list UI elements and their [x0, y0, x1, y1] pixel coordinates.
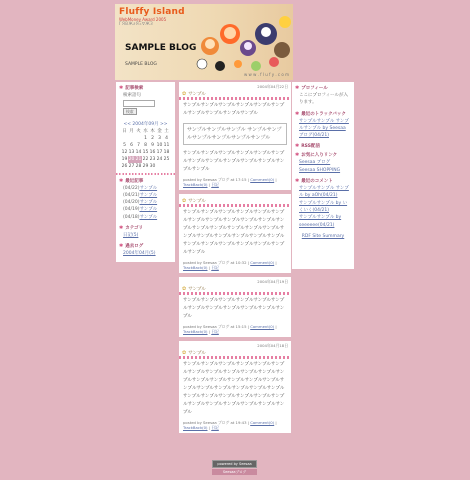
star-icon: ✱	[295, 110, 300, 117]
calendar-day[interactable]: 21	[135, 156, 142, 162]
calendar-day[interactable]: 12	[121, 149, 128, 155]
posted-by: posted by Seesaa ブログ at 15:15	[183, 324, 247, 329]
comment-link[interactable]: Comment(0)	[250, 420, 275, 425]
calendar	[121, 128, 170, 170]
profile-title: プロフィール	[301, 86, 328, 91]
favorite-link[interactable]: Seesaa SHOPPING	[299, 167, 341, 173]
calendar-day[interactable]: 10	[156, 142, 163, 148]
posted-by: posted by Seesaa ブログ at 10:32	[183, 260, 247, 265]
calendar-day[interactable]: 13	[128, 149, 135, 155]
star-icon: ✱	[295, 152, 300, 159]
calendar-nav[interactable]: << 2004年09月 >>	[123, 121, 168, 127]
post-body: サンプルサンプルサンプルサンプルサンプルサンプルサンプルサンプルサンプルサンプルサンプルサンプルサンプル	[183, 151, 285, 172]
star-icon: ✱	[295, 85, 300, 91]
recent-date: (04/22)	[123, 185, 140, 191]
blog-post	[179, 194, 291, 273]
calendar-day	[135, 135, 142, 142]
calendar-weekday: 木	[150, 129, 155, 135]
calendar-day[interactable]: 3	[158, 135, 161, 141]
search-input[interactable]	[123, 100, 155, 107]
star-icon: ✱	[295, 143, 300, 150]
category-section-title	[119, 225, 172, 231]
trackback-section-title	[295, 111, 351, 117]
header-url: w w w . f l u f y . c o m	[244, 72, 289, 77]
flower-icon: ✿	[182, 286, 187, 292]
category-link[interactable]: 日記	[211, 182, 219, 187]
calendar-day	[121, 135, 128, 142]
seesaa-link[interactable]: Seesaaブログ	[212, 469, 257, 475]
flower-icon: ✿	[182, 91, 187, 97]
category-link[interactable]: 日記(5)	[123, 233, 139, 239]
post-body: サンプルサンプルサンプルサンプルサンプルサンプルサンプルサンプルサンプルサンプルサンプルサンプル	[183, 298, 285, 319]
archive-list	[123, 250, 172, 257]
search-section	[123, 92, 172, 117]
post-date: 2004年04月18日	[257, 343, 288, 348]
calendar-day[interactable]: 2	[151, 135, 154, 141]
left-sidebar	[116, 82, 175, 262]
recent-section-title	[119, 178, 172, 184]
post-title-row	[179, 285, 291, 292]
calendar-weekday: 金	[157, 129, 162, 135]
logo-text: Fluffy Island	[119, 7, 185, 17]
post-footer: posted by Seesaa ブログ at 15:15 | Comment(0) | TrackBack(0) | 日記	[183, 324, 277, 334]
flower-icon: ✿	[182, 350, 187, 356]
archive-title: 過去ログ	[125, 244, 144, 250]
calendar-day[interactable]: 20	[128, 156, 135, 162]
trackback-link[interactable]: TrackBack(0)	[183, 425, 208, 430]
comment-link[interactable]: Comment(0)	[250, 177, 275, 182]
calendar-day[interactable]: 19	[121, 156, 128, 162]
comment-link[interactable]: Comment(0)	[250, 324, 275, 329]
list-item	[123, 214, 172, 221]
star-icon: ✱	[119, 225, 124, 232]
post-body: サンプルサンプルサンプルサンプルサンプルサンプルサンプルサンプルサンプルサンプル	[183, 103, 285, 116]
calendar-weekday: 日	[122, 129, 127, 135]
recent-link[interactable]: サンプル	[139, 214, 158, 220]
post-footer: posted by Seesaa ブログ at 10:32 | Comment(0) | TrackBack(0) | 日記	[183, 260, 277, 270]
calendar-day[interactable]: 14	[135, 149, 142, 155]
trackback-link[interactable]: TrackBack(0)	[183, 329, 208, 334]
blog-post	[179, 82, 291, 190]
calendar-day[interactable]: 11	[163, 142, 170, 148]
category-list	[123, 232, 172, 239]
posted-by: posted by Seesaa ブログ at 17:15	[183, 177, 247, 182]
calendar-day[interactable]: 18	[163, 149, 170, 155]
calendar-day[interactable]: 9	[151, 142, 154, 148]
star-icon: ✱	[119, 85, 124, 91]
search-title: 記事検索	[125, 86, 144, 91]
star-icon: ✱	[119, 243, 124, 250]
list-item	[123, 199, 172, 206]
list-item	[123, 185, 172, 192]
recent-date: (04/20)	[123, 200, 140, 206]
blog-header	[115, 4, 293, 80]
rss-link[interactable]: RDF Site Summary	[301, 233, 345, 239]
post-quote: サンプルサンプルサンプル サンプルサンプルサンプルサンプルサンプルサンプル	[183, 123, 287, 145]
rss-title: RSS配信	[301, 144, 320, 150]
category-link[interactable]: 日記	[211, 329, 219, 334]
calendar-day[interactable]: 27	[128, 163, 135, 169]
recent-link[interactable]: サンプル	[139, 192, 158, 198]
calendar-day[interactable]: 16	[149, 149, 156, 155]
blog-post	[179, 341, 291, 433]
post-title-row	[179, 349, 291, 356]
favorite-title: お気に入りリンク	[301, 153, 338, 159]
calendar-day	[156, 163, 163, 170]
archive-link[interactable]: 2004年04月(5)	[123, 251, 156, 257]
search-section-title	[119, 85, 172, 91]
recent-date: (04/21)	[123, 192, 140, 198]
blog-subtitle: SAMPLE BLOG	[125, 62, 157, 67]
post-title-row	[179, 194, 291, 204]
calendar-day	[163, 163, 170, 170]
star-icon: ✱	[119, 177, 124, 184]
calendar-day[interactable]: 22	[142, 156, 149, 162]
archive-section-title	[119, 243, 172, 249]
calendar-day[interactable]: 25	[163, 156, 170, 162]
comments-title: 最近のコメント	[301, 179, 333, 185]
comment-item[interactable]: サンプルサンプル by seeeeee(04/21)	[299, 215, 342, 228]
recent-list	[123, 185, 172, 221]
recent-link[interactable]: サンプル	[139, 185, 158, 191]
trackback-link[interactable]: TrackBack(0)	[183, 265, 208, 270]
calendar-weekday: 土	[164, 129, 169, 135]
trackback-list	[299, 118, 351, 140]
calendar-day[interactable]: 30	[149, 163, 156, 169]
calendar-day[interactable]: 6	[130, 142, 133, 148]
award-line: WebMoney Award 2005	[119, 17, 167, 22]
header-illustration	[190, 4, 293, 80]
comment-item[interactable]: サンプルサンプル by いくいく(04/21)	[299, 200, 348, 213]
posted-by: posted by Seesaa ブログ at 19:43	[183, 420, 247, 425]
divider	[116, 173, 175, 175]
recent-title: 最近記事	[125, 178, 144, 184]
blog-title[interactable]: SAMPLE BLOG	[125, 43, 197, 53]
post-body: サンプルサンプルサンプルサンプルサンプルサンプルサンプルサンプルサンプルサンプルサンプルサンプルサンプルサンプルサンプルサンプルサンプルサンプルサンプルサンプルサンプルサンプルサンプルサンプルサンプルサンプルサンプルサンプルサンプルサンプル	[183, 210, 285, 255]
post-body: サンプルサンプルサンプルサンプルサンプルサンプルサンプルサンプルサンプルサンプルサンプルサンプルサンプルサンプルサンプルサンプルサンプルサンプルサンプルサンプルサンプルサンプルサンプルサンプルサンプルサンプルサンプルサンプルサンプルサンプルサンプルサンプルサンプルサンプルサンプル	[183, 362, 285, 415]
calendar-weekday: 火	[136, 129, 141, 135]
calendar-day[interactable]: 26	[121, 163, 128, 169]
post-date: 2004年04月19日	[257, 279, 288, 284]
calendar-day[interactable]: 15	[142, 149, 149, 155]
post-title[interactable]: サンプル	[188, 287, 206, 292]
calendar-day[interactable]: 1	[144, 135, 147, 141]
comment-item[interactable]: サンプルサンプル サンプル by aOh(04/21)	[299, 186, 349, 199]
main-content	[179, 82, 291, 437]
calendar-day[interactable]: 5	[123, 142, 126, 148]
comment-link[interactable]: Comment(0)	[250, 260, 275, 265]
flower-icon: ✿	[182, 198, 187, 204]
recent-link[interactable]: サンプル	[139, 200, 158, 206]
search-button[interactable]: 検索	[123, 108, 137, 115]
post-title[interactable]: サンプル	[188, 92, 206, 97]
favorite-link[interactable]: Seesaa ブログ	[299, 160, 331, 166]
list-item	[123, 206, 172, 213]
calendar-day[interactable]: 29	[142, 163, 149, 169]
rss-section-title	[295, 143, 351, 149]
calendar-day[interactable]: 28	[135, 163, 142, 169]
calendar-day[interactable]: 8	[144, 142, 147, 148]
category-link[interactable]: 日記	[211, 265, 219, 270]
calendar-weekday: 月	[129, 129, 134, 135]
right-sidebar	[292, 82, 354, 269]
post-footer: posted by Seesaa ブログ at 19:43 | Comment(0) | TrackBack(0) | 日記	[183, 420, 277, 430]
profile-text: ここにプロフィールが入ります。	[299, 93, 349, 106]
star-icon: ✱	[295, 178, 300, 185]
profile-section-title	[295, 85, 351, 91]
recent-link[interactable]: サンプル	[139, 207, 158, 213]
list-item	[123, 192, 172, 199]
trackback-title: 最近のトラックバック	[301, 111, 346, 117]
footer	[212, 460, 257, 475]
post-title[interactable]: サンプル	[188, 199, 206, 204]
favorite-section-title	[295, 152, 351, 158]
powered-by-badge[interactable]: powered by Seesaa	[212, 460, 257, 468]
calendar-day[interactable]: 24	[156, 156, 163, 162]
favorite-list	[299, 159, 351, 174]
calendar-day	[128, 135, 135, 142]
recent-date: (04/18)	[123, 214, 140, 220]
calendar-day[interactable]: 23	[149, 156, 156, 162]
blog-post	[179, 277, 291, 337]
post-footer: posted by Seesaa ブログ at 17:15 | Comment(0) | TrackBack(0) | 日記	[183, 177, 277, 187]
trackback-item[interactable]: サンプルサンプル サンプルサンプル by Seesaa ブログ(04/21)	[299, 118, 349, 139]
comments-section-title	[295, 178, 351, 184]
comments-list	[299, 185, 351, 229]
award-line-2: ГЯВЖ∂ЯΞ∇ЖЗ	[119, 21, 154, 26]
calendar-day[interactable]: 7	[137, 142, 140, 148]
calendar-day[interactable]: 17	[156, 149, 163, 155]
post-title-row	[179, 90, 291, 97]
rss-section	[295, 233, 351, 240]
trackback-link[interactable]: TrackBack(0)	[183, 182, 208, 187]
category-title: カテゴリ	[125, 226, 144, 232]
post-title[interactable]: サンプル	[188, 351, 206, 356]
calendar-day[interactable]: 4	[165, 135, 168, 141]
category-link[interactable]: 日記	[211, 425, 219, 430]
search-label: 検索語句	[123, 93, 141, 98]
recent-date: (04/19)	[123, 207, 140, 213]
post-date: 2004年04月22日	[257, 84, 288, 89]
calendar-weekday: 水	[143, 129, 148, 135]
